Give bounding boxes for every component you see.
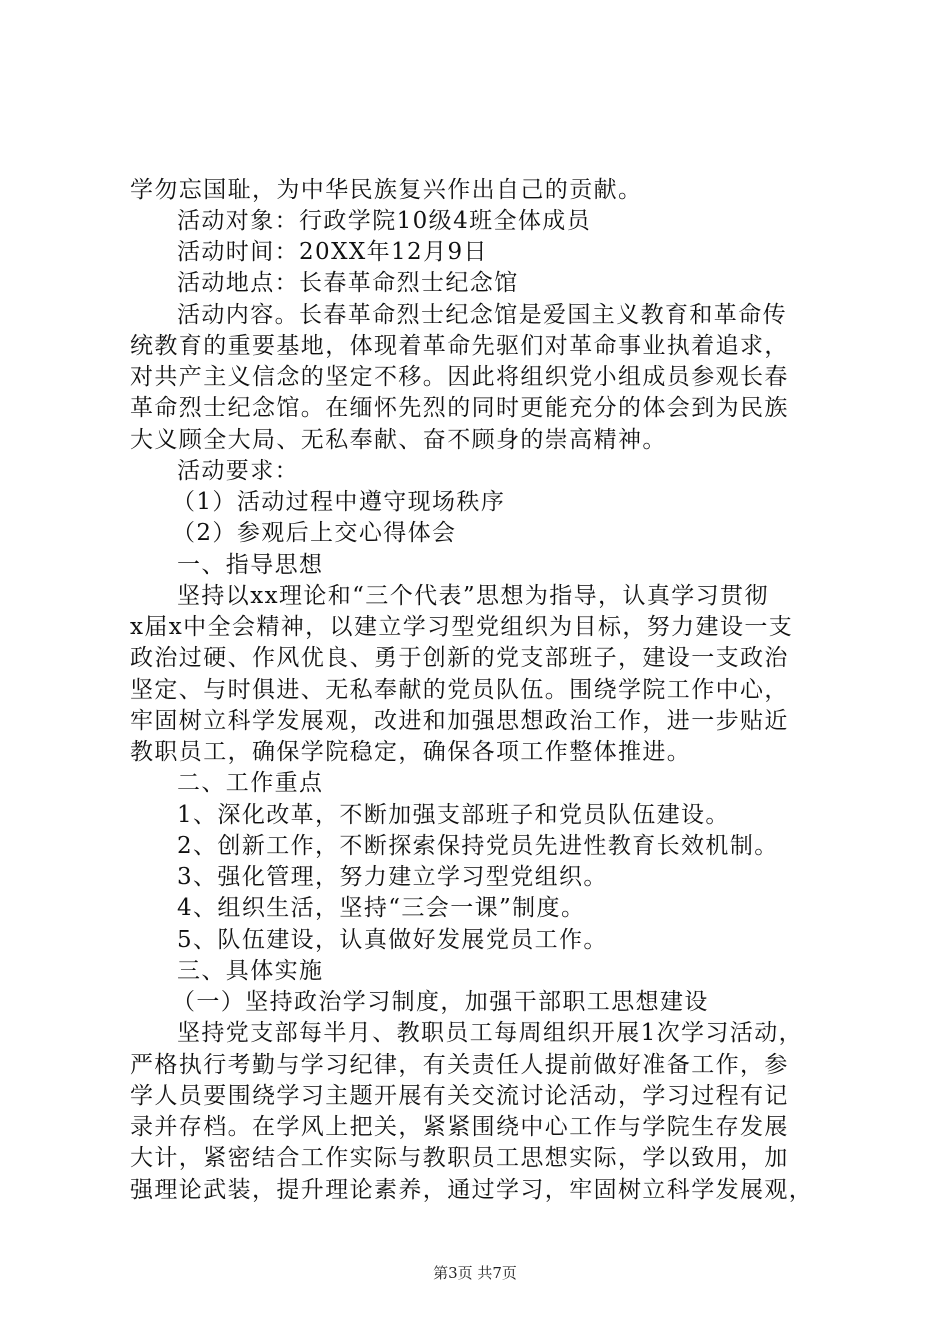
text-line: 学勿忘国耻，为中华民族复兴作出自己的贡献。 [130, 177, 643, 203]
text-line: 坚持以xx理论和“三个代表”思想为指导，认真学习贯彻 [177, 583, 769, 609]
text-line: 活动内容。长春革命烈士纪念馆是爱国主义教育和革命传 [177, 302, 787, 328]
text-line: 强理论武装，提升理论素养，通过学习，牢固树立科学发展观， [130, 1177, 814, 1203]
text-line: x届x中全会精神，以建立学习型党组织为目标，努力建设一支 [130, 614, 794, 640]
text-line: 牢固树立科学发展观，改进和加强思想政治工作，进一步贴近 [130, 708, 789, 734]
text-line: 坚持党支部每半月、教职员工每周组织开展1次学习活动， [177, 1020, 804, 1046]
section-heading: 三、具体实施 [177, 958, 324, 984]
text-line: （1）活动过程中遵守现场秩序 [172, 489, 506, 515]
list-item: 2、创新工作，不断探索保持党员先进性教育长效机制。 [177, 833, 779, 859]
page-number-footer: 第3页 共7页 [433, 1264, 517, 1282]
text-line: 活动对象：行政学院10级4班全体成员 [177, 208, 592, 234]
text-line: 革命烈士纪念馆。在缅怀先烈的同时更能充分的体会到为民族 [130, 395, 789, 421]
list-item: 3、强化管理，努力建立学习型党组织。 [177, 864, 608, 890]
text-line: 活动地点：长春革命烈士纪念馆 [177, 270, 519, 296]
text-line: 教职员工，确保学院稳定，确保各项工作整体推进。 [130, 739, 692, 765]
text-line: 大义顾全大局、无私奉献、奋不顾身的崇高精神。 [130, 427, 667, 453]
list-item: 5、队伍建设，认真做好发展党员工作。 [177, 927, 608, 953]
section-heading: 二、工作重点 [177, 770, 324, 796]
text-line: 活动时间：20XX年12月9日 [177, 239, 488, 265]
text-line: 录并存档。在学风上把关，紧紧围绕中心工作与学院生存发展 [130, 1114, 789, 1140]
list-item: 1、深化改革，不断加强支部班子和党员队伍建设。 [177, 802, 730, 828]
text-line: （2）参观后上交心得体会 [172, 520, 457, 546]
text-line: 统教育的重要基地，体现着革命先驱们对革命事业执着追求， [130, 333, 789, 359]
text-line: 对共产主义信念的坚定不移。因此将组织党小组成员参观长春 [130, 364, 789, 390]
section-heading: 一、指导思想 [177, 552, 324, 578]
text-line: 严格执行考勤与学习纪律，有关责任人提前做好准备工作，参 [130, 1052, 789, 1078]
text-line: 政治过硬、作风优良、勇于创新的党支部班子，建设一支政治 [130, 645, 789, 671]
subsection-heading: （一）坚持政治学习制度，加强干部职工思想建设 [172, 989, 709, 1015]
text-line: 学人员要围绕学习主题开展有关交流讨论活动，学习过程有记 [130, 1083, 789, 1109]
list-item: 4、组织生活，坚持“三会一课”制度。 [177, 895, 586, 921]
text-line: 坚定、与时俱进、无私奉献的党员队伍。围绕学院工作中心， [130, 677, 789, 703]
text-line: 活动要求： [177, 458, 299, 484]
text-line: 大计，紧密结合工作实际与教职员工思想实际，学以致用，加 [130, 1145, 789, 1171]
